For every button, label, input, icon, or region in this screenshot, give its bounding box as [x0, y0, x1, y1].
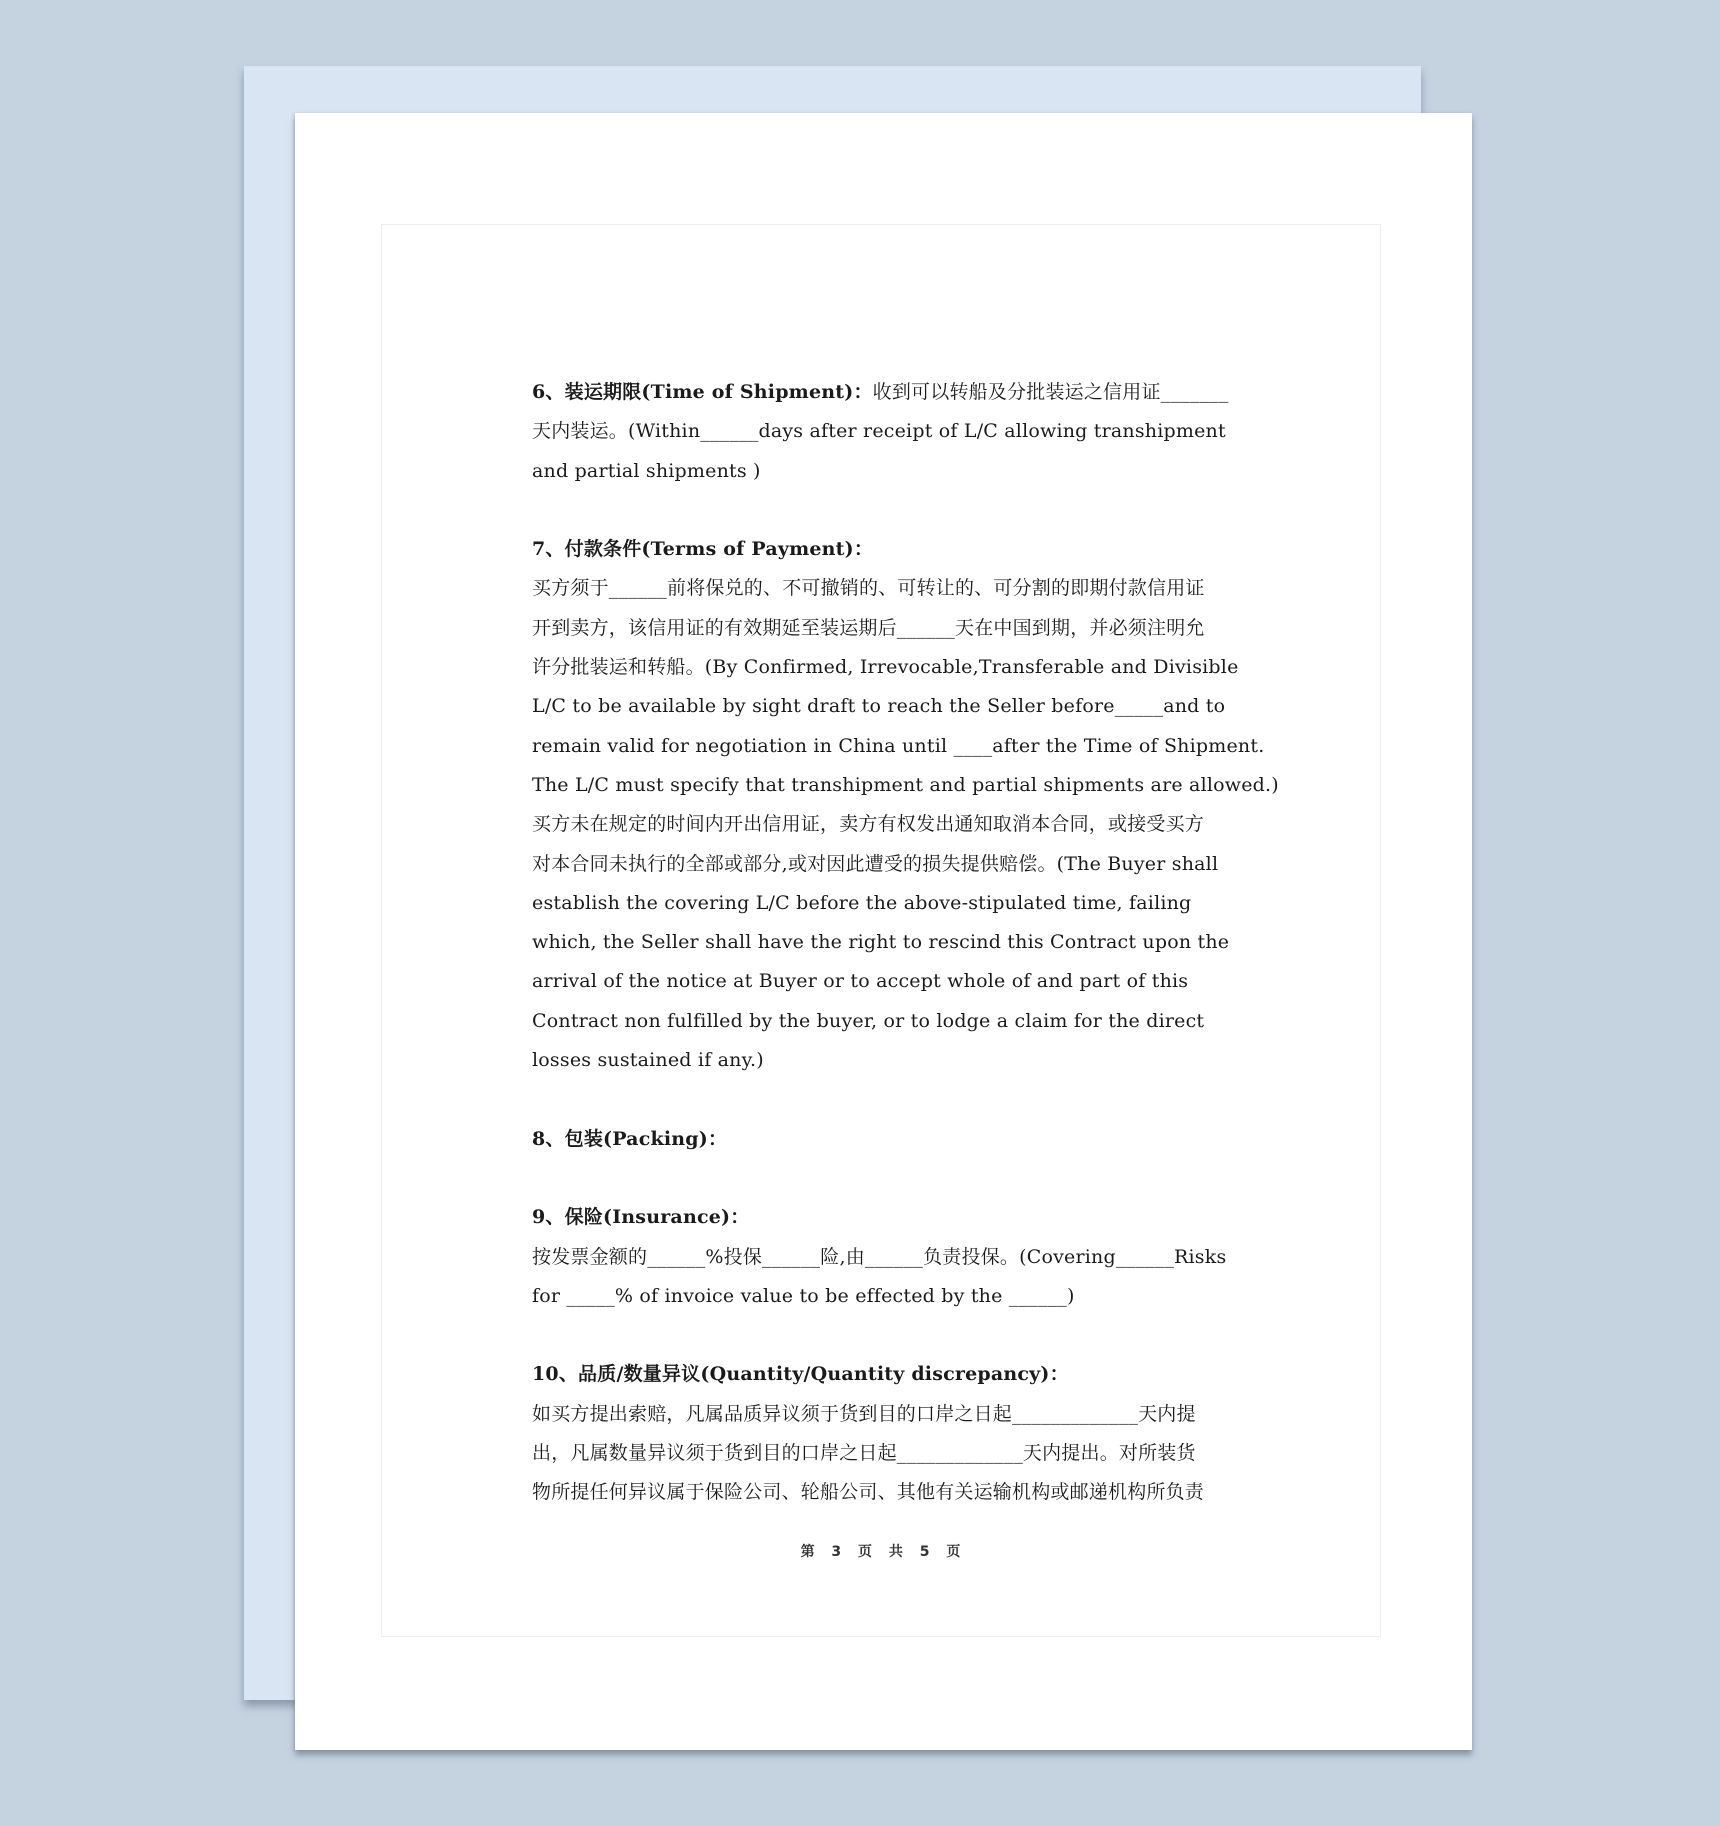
paragraph-line: losses sustained if any.) — [532, 1049, 764, 1072]
paragraph-line: 出，凡属数量异议须于货到目的口岸之日起_____________天内提出。对所装货 — [532, 1442, 1196, 1465]
paragraph-line: 许分批装运和转船。(By Confirmed, Irrevocable,Transferable and Divisible — [532, 656, 1239, 679]
paragraph-line: 如买方提出索赔，凡属品质异议须于货到目的口岸之日起_____________天内提 — [532, 1402, 1196, 1425]
section-terms-of-payment — [532, 530, 1279, 1080]
page-number-footer: 第 3 页 共 5 页 — [800, 1544, 967, 1560]
paragraph-line: Contract non fulfilled by the buyer, or to lodge a claim for the direct — [532, 1009, 1205, 1032]
spacer — [532, 491, 1238, 530]
paragraph-line: arrival of the notice at Buyer or to accept whole of and part of this — [532, 970, 1189, 993]
spacer — [532, 1080, 1238, 1119]
spacer — [532, 1316, 1238, 1355]
paragraph-line: 买方须于______前将保兑的、不可撤销的、可转让的、可分割的即期付款信用证 — [532, 577, 1205, 600]
paragraph-line: The L/C must specify that transhipment and partial shipments are allowed.) — [532, 773, 1279, 796]
section-insurance — [532, 1198, 1238, 1316]
document-body — [532, 373, 1279, 1513]
section-heading: 7、付款条件(Terms of Payment)： — [532, 538, 874, 561]
front-page-sheet — [295, 113, 1472, 1750]
section-heading-continuation: 收到可以转船及分批装运之信用证_______ — [872, 381, 1229, 403]
paragraph-line: 买方未在规定的时间内开出信用证，卖方有权发出通知取消本合同，或接受买方 — [532, 813, 1205, 836]
paragraph-line: L/C to be available by sight draft to reach the Seller before_____and to — [532, 695, 1226, 718]
paragraph-line: establish the covering L/C before the above-stipulated time, failing — [532, 891, 1192, 914]
paragraph-line: 天内装运。(Within______days after receipt of L/C allowing transhipment — [532, 420, 1226, 443]
paragraph-line: for _____% of invoice value to be effected by the ______) — [532, 1284, 1075, 1307]
section-packing — [532, 1120, 1238, 1159]
paragraph-line: and partial shipments ) — [532, 459, 761, 482]
section-heading: 9、保险(Insurance)： — [532, 1206, 750, 1229]
paragraph-line: 物所提任何异议属于保险公司、轮船公司、其他有关运输机构或邮递机构所负责 — [532, 1481, 1205, 1504]
section-quantity-discrepancy — [532, 1355, 1238, 1512]
section-heading: 8、包装(Packing)： — [532, 1127, 728, 1150]
section-heading: 10、品质/数量异议(Quantity/Quantity discrepancy)： — [532, 1363, 1069, 1386]
section-time-of-shipment — [532, 373, 1238, 491]
spacer — [532, 1159, 1238, 1198]
paragraph-line: 对本合同未执行的全部或部分,或对因此遭受的损失提供赔偿。(The Buyer shall — [532, 852, 1219, 875]
paragraph-line: remain valid for negotiation in China until ____after the Time of Shipment. — [532, 734, 1265, 757]
paragraph-line: 开到卖方，该信用证的有效期延至装运期后______天在中国到期，并必须注明允 — [532, 616, 1205, 639]
section-heading: 6、装运期限(Time of Shipment)：收到可以转船及分批装运之信用证_______ — [532, 381, 1229, 403]
paragraph-line: which, the Seller shall have the right to rescind this Contract upon the — [532, 931, 1230, 954]
paragraph-line: 按发票金额的______%投保______险,由______负责投保。(Covering______Risks — [532, 1245, 1227, 1268]
